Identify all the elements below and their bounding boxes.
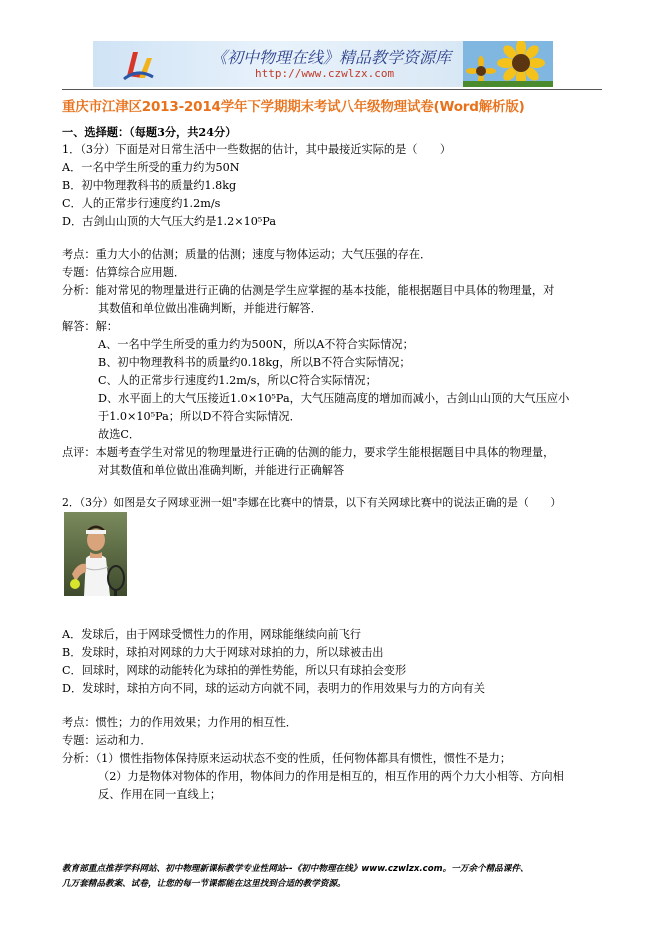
banner-title: 《初中物理在线》精品教学资源库 <box>211 48 452 67</box>
q1-option-a: A．一名中学生所受的重力约为50N <box>62 161 240 174</box>
q2-stem: 2．（3分）如图是女子网球亚洲一姐"李娜在比赛中的情景，以下有关网球比赛中的说法正确的是（ ） <box>62 496 562 509</box>
header-divider <box>62 89 602 90</box>
q2-option-a: A．发球后，由于网球受惯性力的作用，网球能继续向前飞行 <box>62 628 361 641</box>
q1-dianping-line-2: 对其数值和单位做出准确判断，并能进行正确解答 <box>98 464 345 477</box>
page-footer <box>62 862 602 892</box>
site-logo-icon <box>121 46 155 82</box>
q2-kaodian: 考点：惯性；力的作用效果；力作用的相互性． <box>62 716 297 729</box>
section-heading: 一、选择题：（每题3分，共24分） <box>62 125 237 139</box>
q1-option-b: B．初中物理教科书的质量约1.8kg <box>62 179 237 192</box>
q1-answer-line: 故选C． <box>98 428 141 441</box>
document-title: 重庆市江津区2013-2014学年下学期期末考试八年级物理试卷(Word解析版) <box>62 99 525 115</box>
header-banner <box>93 41 553 87</box>
banner-url[interactable]: http://www.czwlzx.com <box>255 67 395 80</box>
q1-answer-line: 于1.0×10⁵Pa；所以D不符合实际情况． <box>98 410 301 423</box>
q1-answer-line: C、人的正常步行速度约1.2m/s，所以C符合实际情况； <box>98 374 377 387</box>
footer-line-1: 教育部重点推荐学科网站、初中物理新课标教学专业性网站--《初中物理在线》www.czwlzx.com。一万余个精品课件、 <box>62 864 529 874</box>
q1-answer-line: D、水平面上的大气压接近1.0×10⁵Pa，大气压随高度的增加而减小，古剑山山顶的大气压应小 <box>98 392 570 405</box>
q1-stem: 1．（3分）下面是对日常生活中一些数据的估计，其中最接近实际的是（ ） <box>62 143 452 156</box>
q2-option-d: D．发球时，球拍方向不同，球的运动方向就不同，表明力的作用效果与力的方向有关 <box>62 682 485 695</box>
q2-fenxi-line-1: 分析：（1）惯性指物体保持原来运动状态不变的性质，任何物体都具有惯性，惯性不是力； <box>62 752 512 765</box>
q1-answer-line: B、初中物理教科书的质量约0.18kg，所以B不符合实际情况； <box>98 356 411 369</box>
q1-option-d: D．古剑山山顶的大气压大约是1.2×10⁵Pa <box>62 215 276 228</box>
q2-fenxi-line-3: 反、作用在同一直线上； <box>98 788 222 801</box>
q1-option-c: C．人的正常步行速度约1.2m/s <box>62 197 221 210</box>
footer-line-2: 几万套精品教案、试卷，让您的每一节课都能在这里找到合适的教学资源。 <box>62 879 346 889</box>
sunflower-icon <box>463 41 553 87</box>
q1-fenxi-line-1: 分析：能对常见的物理量进行正确的估测是学生应掌握的基本技能，能根据题目中具体的物理量，对 <box>62 284 555 297</box>
tennis-player-photo <box>64 512 127 596</box>
q1-dianping-line-1: 点评：本题考查学生对常见的物理量进行正确的估测的能力，要求学生能根据题目中具体的物理量， <box>62 446 555 459</box>
q1-answer-line: A、一名中学生所受的重力约为500N，所以A不符合实际情况； <box>98 338 414 351</box>
q1-kaodian: 考点：重力大小的估测；质量的估测；速度与物体运动；大气压强的存在． <box>62 248 432 261</box>
q2-option-c: C．回球时，网球的动能转化为球拍的弹性势能，所以只有球拍会变形 <box>62 664 407 677</box>
q1-jieda: 解答：解： <box>62 320 118 333</box>
q1-zhuanti: 专题：估算综合应用题． <box>62 266 186 279</box>
q2-option-b: B．发球时，球拍对网球的力大于网球对球拍的力，所以球被击出 <box>62 646 384 659</box>
q2-zhuanti: 专题：运动和力． <box>62 734 152 747</box>
q2-fenxi-line-2: （2）力是物体对物体的作用，物体间力的作用是相互的，相互作用的两个力大小相等、方向相 <box>98 770 564 783</box>
q1-fenxi-line-2: 其数值和单位做出准确判断，并能进行解答． <box>98 302 322 315</box>
